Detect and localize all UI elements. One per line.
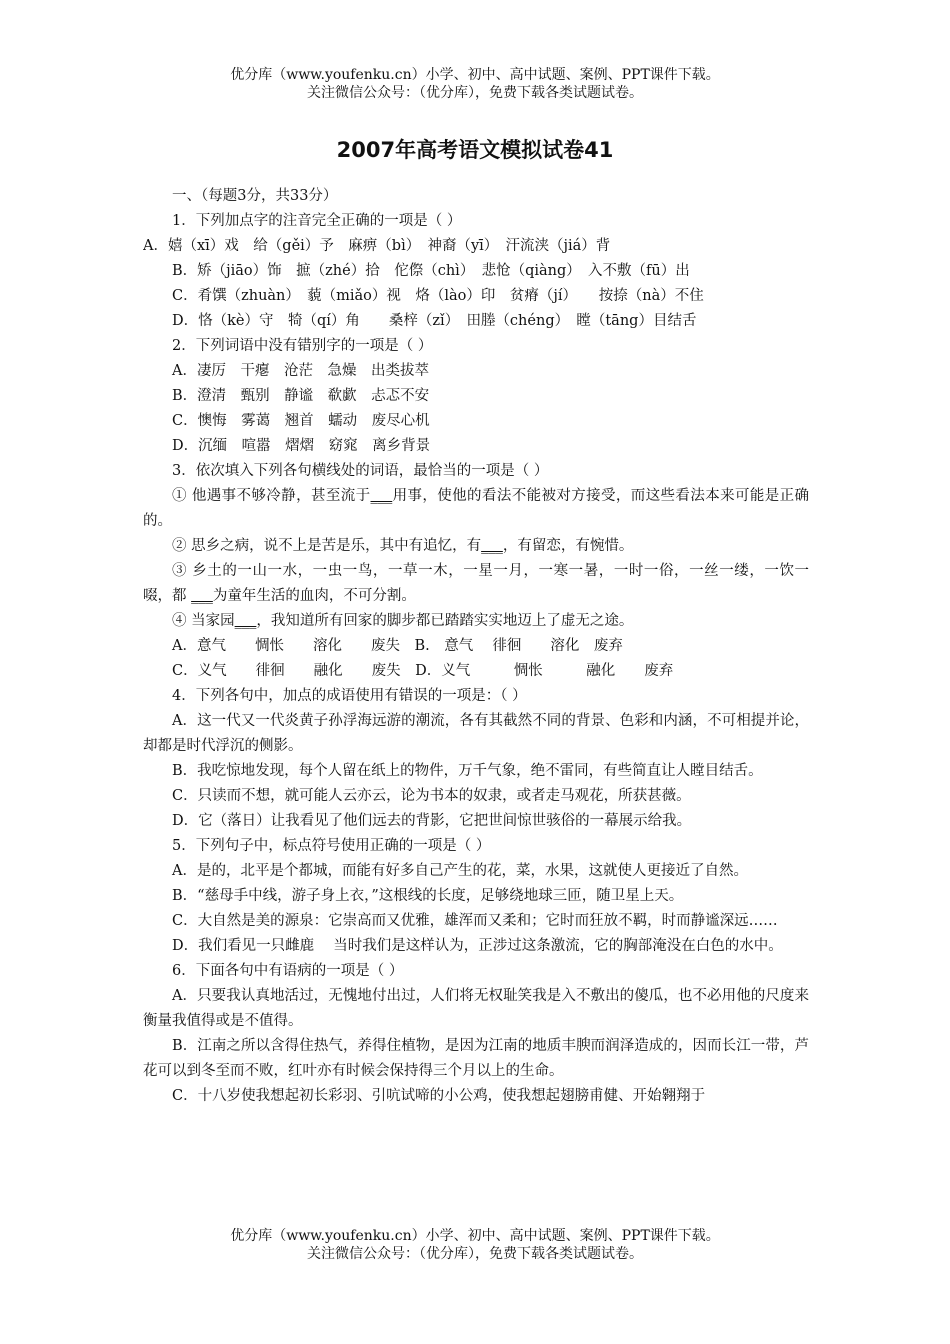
q1-option-d: D．恪（kè）守 犄（qí）角 桑梓（zǐ） 田塍（chéng） 瞠（tāng）目结舌 — [172, 313, 697, 329]
q6-option-a: A．只要我认真地活过，无愧地付出过，人们将无权耻笑我是入不敷出的傻瓜，也不必用他的尺度来衡量我值得或是不值得。 — [143, 988, 809, 1029]
q3-sentence-2 — [143, 534, 809, 559]
q3-blank-3: ___ — [191, 588, 213, 604]
q6-option-c: C．十八岁使我想起初长彩羽、引吭试啼的小公鸡，使我想起翅膀甫健、开始翱翔于 — [172, 1088, 706, 1104]
q3-s3-pre: ③ 乡土的一山一水，一虫一鸟，一草一木，一星一月，一寒一暑，一时一俗，一丝一缕，一饮一啜，都 — [143, 563, 809, 604]
q2-option-d: D．沉缅 喧嚣 熠熠 窈窕 离乡背景 — [172, 438, 431, 454]
q1-option-b: B．矫（jiāo）饰 摭（zhé）拾 佗傺（chì） 悲怆（qiàng） 入不敷（fū）出 — [172, 263, 690, 279]
q3-sentence-4 — [143, 609, 809, 634]
q1-stem: 1．下列加点字的注音完全正确的一项是（ ） — [172, 213, 462, 229]
q2-option-b: B．澄清 甄别 静谧 欷歔 忐忑不安 — [172, 388, 430, 404]
footer-line-2: 关注微信公众号：（优分库），免费下载各类试题试卷。 — [307, 1246, 643, 1262]
q3-s2-pre: ② 思乡之病，说不上是苦是乐，其中有追忆，有 — [172, 538, 482, 554]
q4-option-d: D．它（落日）让我看见了他们远去的背影，它把世间惊世骇俗的一幕展示给我。 — [172, 813, 692, 829]
page-title: 2007年高考语文模拟试卷41 — [336, 138, 614, 162]
header-line-2: 关注微信公众号：（优分库），免费下载各类试题试卷。 — [307, 85, 643, 101]
q5-option-a: A．是的，北平是个都城，而能有好多自己产生的花，菜，水果，这就使人更接近了自然。 — [172, 863, 748, 879]
q3-s2-post: ，有留恋，有惋惜。 — [502, 538, 634, 554]
q4-stem: 4．下列各句中，加点的成语使用有错误的一项是：（ ） — [172, 688, 527, 704]
q1-option-a: A．嬉（xī）戏 给（gěi）予 麻痹（bì） 神裔（yī） 汗流浃（jiá）背 — [143, 238, 611, 254]
q2-stem: 2．下列词语中没有错别字的一项是（ ） — [172, 338, 433, 354]
q3-options-cd: C．义气 徘徊 融化 废失 D．义气 惆怅 融化 废弃 — [172, 663, 674, 679]
page-header — [0, 66, 950, 102]
q3-s4-pre: ④ 当家园 — [172, 613, 235, 629]
q4-option-a: A．这一代又一代炎黄子孙浮海远游的潮流，各有其截然不同的背景、色彩和内涵，不可相提并论，却都是时代浮沉的侧影。 — [143, 713, 809, 754]
q3-s3-post: 为童年生活的血肉，不可分割。 — [212, 588, 416, 604]
footer-line-1: 优分库（www.youfenku.cn）小学、初中、高中试题、案例、PPT课件下载。 — [230, 1228, 720, 1244]
q4-option-c: C．只读而不想，就可能人云亦云，论为书本的奴隶，或者走马观花，所获甚薇。 — [172, 788, 691, 804]
q5-option-d: D．我们看见一只雌鹿 当时我们是这样认为，正涉过这条激流，它的胸部淹没在白色的水中。 — [172, 938, 783, 954]
q3-sentence-3 — [143, 559, 809, 609]
q5-option-b: B．“慈母手中线，游子身上衣，”这根线的长度，足够绕地球三匝，随卫星上天。 — [172, 888, 684, 904]
q3-s1-pre: ① 他遇事不够冷静，甚至流于 — [172, 488, 371, 504]
q3-options-ab: A．意气 惆怅 溶化 废失 B. 意气 徘徊 溶化 废弃 — [172, 638, 623, 654]
q2-option-c: C．懊悔 雾蔼 翘首 蠕动 废尽心机 — [172, 413, 430, 429]
q3-blank-1: ___ — [370, 488, 393, 504]
header-line-1: 优分库（www.youfenku.cn）小学、初中、高中试题、案例、PPT课件下载。 — [230, 67, 720, 83]
q1-option-c: C．肴馔（zhuàn） 藐（miǎo）视 烙（lào）印 贫瘠（jí） 按捺（nà）不住 — [172, 288, 704, 304]
q5-stem: 5．下列句子中，标点符号使用正确的一项是（ ） — [172, 838, 491, 854]
q3-s1-post: 用事，使他的看法不能被对方接受，而这些看法本来可能是正确的。 — [143, 488, 809, 529]
q3-sentence-1 — [143, 484, 809, 534]
q5-option-c: C．大自然是美的源泉：它崇高而又优雅，雄浑而又柔和；它时而狂放不羁，时而静谧深远…… — [172, 913, 778, 929]
q3-blank-4: ___ — [234, 613, 257, 629]
q3-s4-post: ，我知道所有回家的脚步都已踏踏实实地迈上了虚无之途。 — [256, 613, 634, 629]
q3-stem: 3．依次填入下列各句横线处的词语，最恰当的一项是（ ） — [172, 463, 549, 479]
page-footer — [0, 1227, 950, 1263]
exam-body — [143, 184, 809, 1109]
q4-option-b: B．我吃惊地发现，每个人留在纸上的物件，万千气象，绝不雷同，有些简直让人瞠目结舌。 — [172, 763, 763, 779]
q2-option-a: A．凄厉 干瘪 沧茫 急燥 出类拔萃 — [172, 363, 429, 379]
section-heading: 一、（每题3分，共33分） — [172, 188, 338, 204]
q3-blank-2: ___ — [481, 538, 503, 554]
q6-stem: 6．下面各句中有语病的一项是（ ） — [172, 963, 404, 979]
q6-option-b: B．江南之所以含得住热气，养得住植物，是因为江南的地质丰腴而润泽造成的，因而长江一带，芦花可以到冬至而不败，红叶亦有时候会保持得三个月以上的生命。 — [143, 1038, 809, 1079]
